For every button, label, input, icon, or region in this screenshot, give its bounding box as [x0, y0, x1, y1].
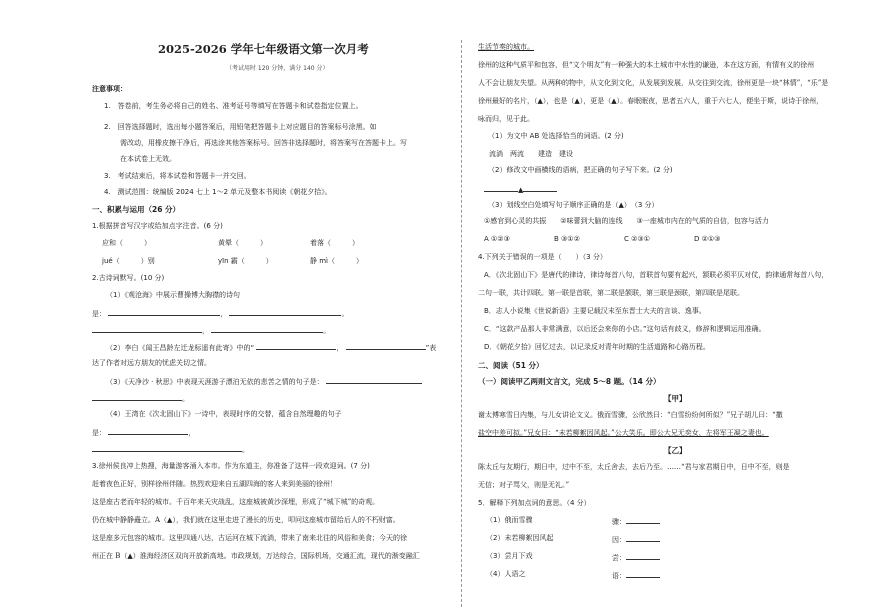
question-5: 5．解释下列加点词的意思。（4 分）: [478, 499, 591, 507]
note-item: 1. 答卷前，考生务必将自己的姓名、准考证号等填写在答题卡和试卷指定位置上。: [104, 102, 363, 110]
poem-question: （4）王湾在《次北固山下》一诗中，表现时序的交替，蕴含自然理趣的句子: [106, 410, 342, 418]
sub-section-heading: （一）阅读甲乙两则文言文，完成 5～8 题。（14 分）: [478, 377, 661, 386]
answer-blank[interactable]: [92, 445, 242, 452]
section-heading: 二、阅读（51 分）: [478, 361, 544, 370]
passage-line: 徐州的这种气质平和包容，但“文个明友”有一种强大的本土城市中水性的谦逊，本在这方面，有情有义的徐州: [478, 61, 815, 69]
pinyin-item: 应和（ ）: [102, 239, 151, 247]
answer-blank[interactable]: [626, 517, 660, 524]
question-text: （3）《天净沙 · 秋思》中表现天涯游子漂泊无依的悲苦之情的句子是：: [106, 378, 324, 386]
word-item: （3）尝月下戏: [486, 552, 533, 560]
answer-prefix: 是：: [92, 429, 106, 437]
word-options: 流淌 两流 建造 建设: [482, 150, 573, 158]
note-item: 4. 测试范围：统编版 2024 七上 1～2 单元及整本书阅读《朝花夕拾》。: [104, 188, 332, 196]
poem-question: 达了作者对远方朋友的忧虑关切之情。: [92, 359, 211, 367]
word-label: 语：: [612, 572, 626, 580]
answer-line: [612, 535, 660, 544]
answer-prefix: 是：: [92, 310, 106, 318]
answer-blank[interactable]: [626, 553, 660, 560]
question-text: ”表: [425, 344, 437, 352]
passage-line: 州正在 B（▲）淮海经济区双向开放新高地。市政规划，万达综合，国际机场，交通汇流，现代的渐变融汇: [92, 552, 420, 560]
poem-question: （2）李白《闻王昌龄左迁龙标遥有此寄》中的“ ， ”表: [106, 344, 437, 352]
note-item: 在本试卷上无效。: [120, 155, 176, 163]
sub-question: （1）为文中 AB 处选择恰当的词语。(2 分): [488, 132, 624, 140]
choice-option[interactable]: C ②③①: [624, 235, 650, 243]
page-subtitle: （考试用时 120 分钟，满分 140 分）: [226, 65, 329, 72]
passage-line: 这是座多元包容的城市。这里四通八达，古运河在城下流淌，带来了南来北往的风俗和美食；今天的徐: [92, 534, 407, 542]
word-label: 尝：: [612, 554, 626, 562]
sub-question: （2）修改文中画横线的语病，把正确的句子写下来。(2 分): [488, 166, 673, 174]
choice-option[interactable]: C．“这款产品那人非常满意，以后还会来你的小店。”这句话有歧义，修辞和逻辑运用准确。: [484, 325, 766, 333]
answer-blank[interactable]: [523, 185, 557, 192]
answer-blank[interactable]: [346, 343, 426, 350]
passage-line: 盐空中差可拟。”兄女曰：“未若柳絮因风起。”公大笑乐。即公大兄无奕女，左将军王凝之妻也。: [478, 429, 769, 437]
answer-line: 是： ，: [92, 429, 196, 437]
choice-option[interactable]: A．《次北固山下》是唐代的律诗，律诗每首八句，首联首句要有起兴，颔联必须平仄对仗，韵律通常每首八句，: [484, 271, 829, 279]
question-2: 2.古诗词默写。(10 分): [92, 274, 165, 282]
passage-line: 这是座古老而年轻的城市。千百年来天灾战乱，这座城被黄沙深埋，形成了“城下城”的奇观。: [92, 498, 380, 506]
note-item: 2. 回答选择题时，选出每小题答案后，用铅笔把答题卡上对应题目的答案标号涂黑。如: [104, 123, 377, 131]
answer-blank[interactable]: [92, 394, 182, 401]
pinyin-item: jué（ ）别: [102, 257, 155, 265]
question-1: 1.根据拼音写汉字或给加点字注音。(6 分): [92, 222, 223, 230]
choice-option-cont: 二句一联，共计四联。第一联是首联，第二联是颔联，第三联是颈联，第四联是尾联。: [478, 289, 744, 297]
sentence-options: ①感官到心灵的共振 ②味蕾到大脑的连线 ③一座城市内在的气质的自信，包容与活力: [484, 217, 769, 225]
answer-blank[interactable]: [229, 309, 341, 316]
right-column: [478, 0, 870, 615]
column-divider: [461, 40, 462, 607]
answer-blank[interactable]: [326, 377, 422, 384]
answer-blank[interactable]: [256, 343, 336, 350]
word-label: 骤：: [612, 518, 626, 526]
choice-option[interactable]: A ①②③: [484, 235, 510, 243]
answer-line: [484, 185, 557, 194]
pinyin-item: yīn 霸（ ）: [218, 257, 273, 265]
word-item: （2）未若柳絮因风起: [486, 534, 554, 542]
answer-line: [612, 553, 660, 562]
pinyin-item: 着落（ ）: [310, 239, 359, 247]
answer-blank[interactable]: [108, 428, 188, 435]
passage-line: 无信；对子骂父，则是无礼。”: [478, 481, 570, 489]
note-item: 3. 考试结束后，将本试卷和答题卡一并交回。: [104, 172, 251, 180]
poem-question: ， 。: [92, 326, 330, 335]
answer-line: [612, 571, 660, 580]
passage-line: 陈太丘与友期行，期日中，过中不至，太丘舍去，去后乃至。……“君与家君期日中，日中不至，则是: [478, 463, 790, 471]
answer-line: 。: [92, 394, 189, 403]
left-column: [88, 0, 448, 615]
poem-question: （1）《观沧海》中展示曹操博大胸襟的诗句: [106, 291, 240, 299]
answer-blank[interactable]: [626, 535, 660, 542]
word-label: 因：: [612, 536, 626, 544]
answer-marker: ▲: [518, 186, 524, 194]
choice-option[interactable]: B．志人小说集《世说新语》主要记载汉末至东晋士大夫的言谈、逸事。: [484, 307, 706, 315]
passage-label: 【甲】: [664, 394, 687, 403]
choice-option[interactable]: B ③①②: [554, 235, 580, 243]
passage-line: 谢太傅寒雪日内集，与儿女讲论文义。俄而雪骤，公欣然曰：“白雪纷纷何所似？”兄子胡儿曰：“撒: [478, 411, 783, 419]
answer-blank[interactable]: [92, 326, 202, 333]
question-3: 3.徐州侯良冲上热搜，海量游客涌入本市。作为东道主，你准备了这样一段欢迎词。(7 分): [92, 462, 370, 470]
answer-line: 是： ， 。: [92, 310, 349, 318]
page-title: 2025-2026 学年七年级语文第一次月考: [158, 42, 369, 56]
answer-blank[interactable]: [626, 571, 660, 578]
word-item: （1）俄而雪骤: [486, 516, 533, 524]
passage-line: 徐州最好的名片，（▲），也是（▲），更是（▲）。春眠眠夜，思者五六人，重于六七人，便坐于斯，说诗于徐州，: [478, 97, 824, 105]
section-heading: 一、积累与运用（26 分）: [92, 205, 181, 214]
sub-question: （3）划线空白处填写句子顺序正确的是（▲） （3 分）: [488, 201, 659, 209]
answer-blank[interactable]: [108, 309, 220, 316]
choice-option[interactable]: D．《朝花夕拾》回忆过去，以记录反对青年时期的生活道路和心路历程。: [484, 343, 710, 351]
passage-line: 人不会让朋友失望。从两种的物中，从文化到文化，从发展到发展，从交往到交流，徐州更是一块“林情”，“乐”是: [478, 79, 829, 87]
notes-heading: 注意事项：: [92, 85, 127, 93]
note-item: 需改动，用橡皮擦干净后，再选涂其他答案标号。回答非选择题时，将答案写在答题卡上。写: [120, 139, 407, 147]
poem-question: [106, 377, 422, 386]
pinyin-item: 静 mì（ ）: [310, 257, 363, 265]
passage-line: 咏而归，见于此。: [478, 115, 534, 123]
choice-option[interactable]: D ②①③: [694, 235, 721, 243]
answer-blank[interactable]: [484, 185, 518, 192]
answer-line: [612, 517, 660, 526]
question-text: （2）李白《闻王昌龄左迁龙标遥有此寄》中的“: [106, 344, 255, 352]
question-4: 4.下列关于错误的一项是（ ）（3 分）: [478, 253, 607, 261]
passage-label: 【乙】: [664, 446, 687, 455]
answer-blank[interactable]: [211, 326, 323, 333]
answer-line: 。: [92, 445, 249, 454]
passage-line: 仍在城中静静矗立。A（▲），我们就在这里走进了漫长的历史，叩问这座城市留给后人的不朽财富。: [92, 516, 400, 524]
pinyin-item: 黄晕（ ）: [218, 239, 267, 247]
passage-line: 赶着夜色正好，别样徐州伴随。热烈欢迎来自五湖四海的客人来到美丽的徐州！: [92, 480, 337, 488]
passage-line: 生活节奏的城市。: [478, 43, 534, 51]
word-item: （4）人语之: [486, 570, 526, 578]
